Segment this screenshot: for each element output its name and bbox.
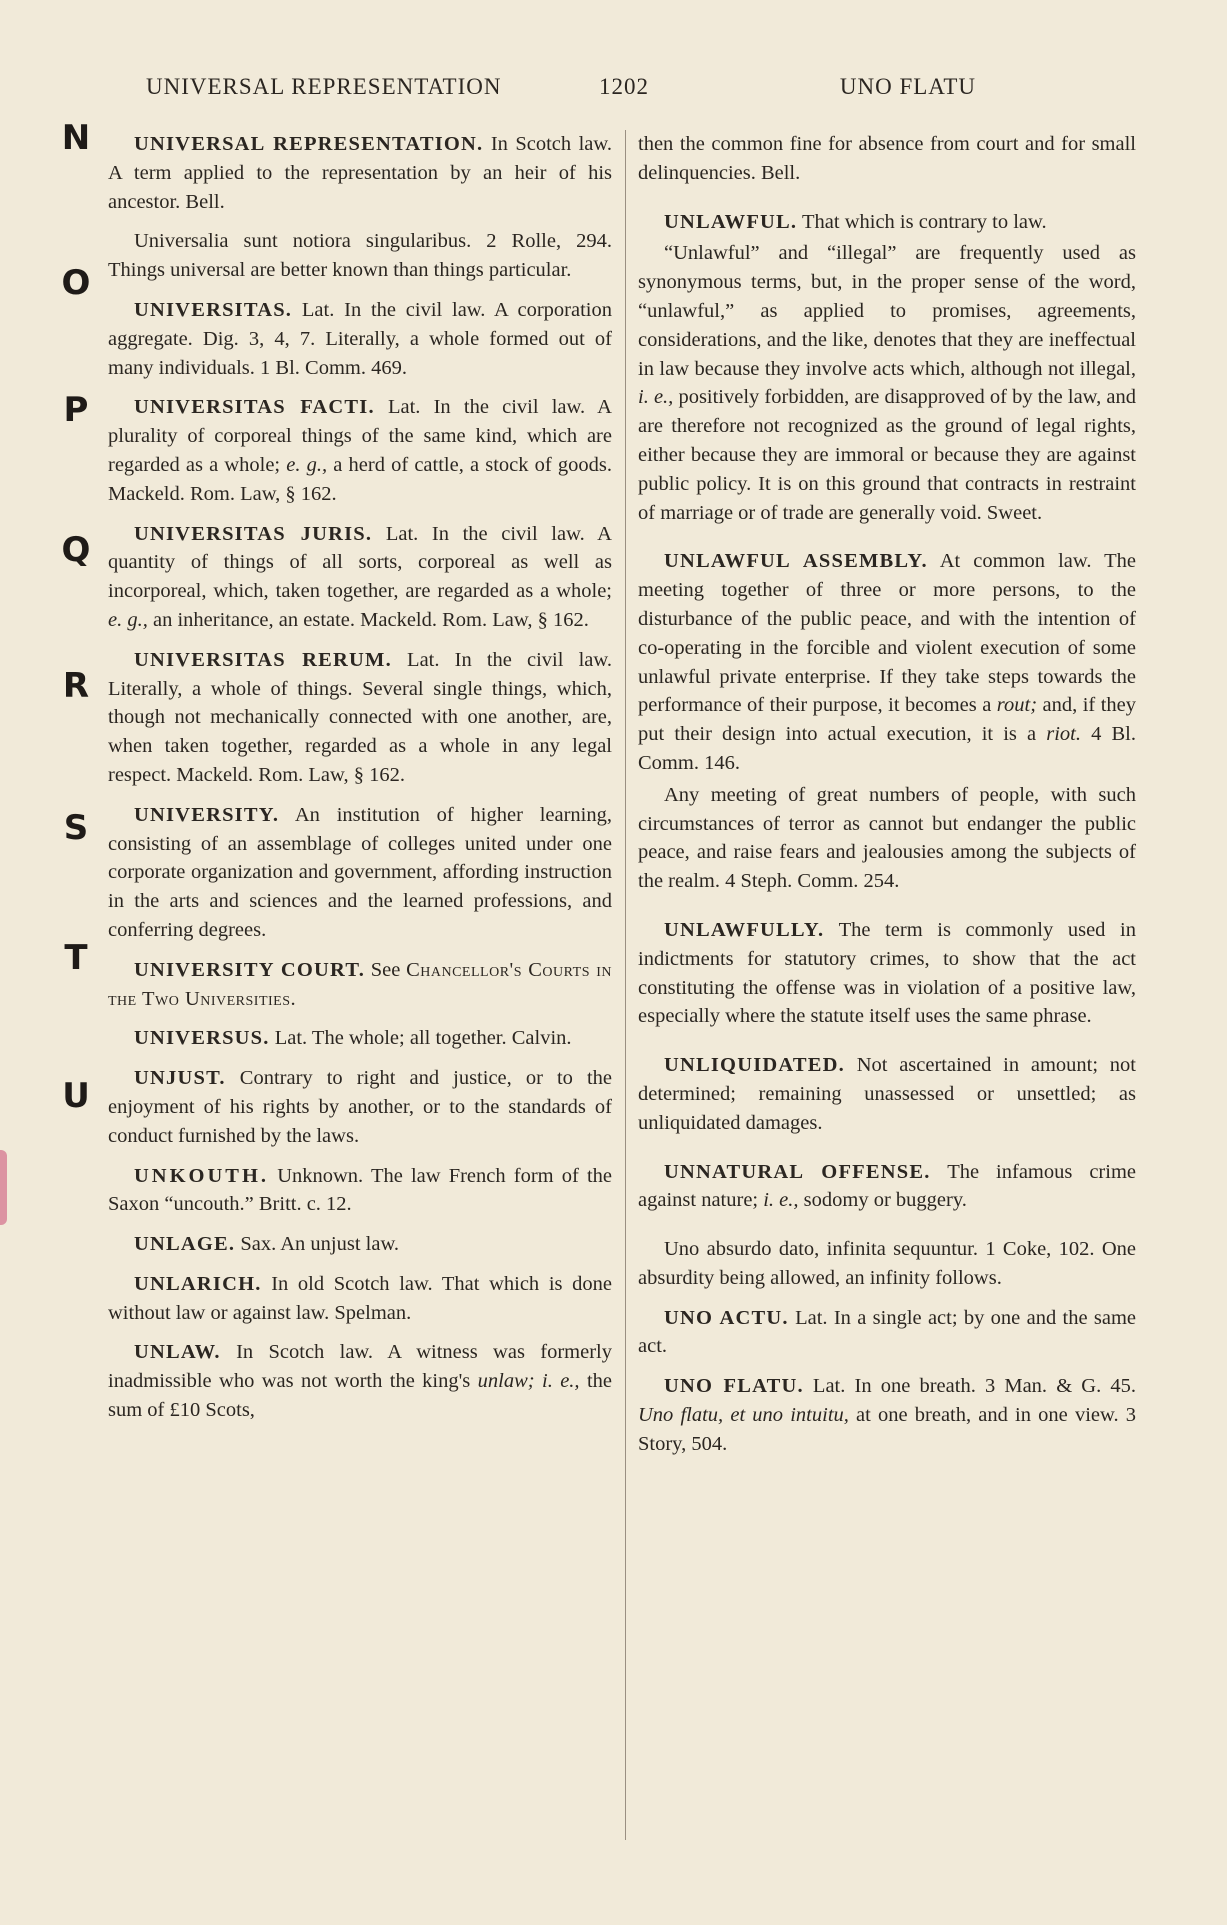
page-number: 1202 bbox=[599, 74, 649, 99]
definition: Lat. In the civil law. Literally, a whole of things. Several single things, which, though not mechanically connected with one another, are, when taken together, regarded as a whole in any legal respect. Mackeld. Rom. Law, § 162. bbox=[108, 648, 612, 786]
thumb-letter-p[interactable]: P bbox=[63, 390, 89, 430]
entry-unliquidated bbox=[638, 1051, 1136, 1137]
entry-unnatural-offense bbox=[638, 1158, 1136, 1216]
entry-unlage bbox=[108, 1230, 612, 1259]
definition: Lat. In a single act; by one and the same act. bbox=[638, 1306, 1136, 1358]
thumb-letter-o[interactable]: O bbox=[61, 263, 91, 303]
thumb-letter-u[interactable]: U bbox=[62, 1076, 90, 1116]
definition: The term is commonly used in indictments for statutory crimes, to show that the act constituting the offense was in violation of a positive law, especially where the statute itself uses the same phrase. bbox=[638, 918, 1136, 1028]
headword: UNLAWFUL. bbox=[664, 210, 798, 233]
entry-unlaw bbox=[108, 1338, 612, 1424]
definition: At common law. The meeting together of three or more persons, to the disturbance of the public peace, and with the intention of co-operating in the forcible and violent execution of some unlawful private enterprise. If they take steps towards the performance of their purpose, it becomes a bbox=[638, 550, 1136, 717]
entry-unlaw-continued bbox=[638, 130, 1136, 188]
entry-universal-representation bbox=[108, 130, 612, 216]
definition-italic: i. e., bbox=[763, 1189, 799, 1212]
entry-unlawful-note bbox=[638, 239, 1136, 527]
definition: Universalia sunt notiora singularibus. 2 Rolle, 294. Things universal are better known than things particular. bbox=[108, 230, 612, 282]
headword: UNIVERSITAS. bbox=[134, 298, 293, 321]
definition: “Unlawful” and “illegal” are frequently used as synonymous terms, but, in the proper sense of the word, “unlawful,” as applied to promises, agreements, considerations, and the like, denotes that they are ineffectual in law because they involve acts which, although not illegal, bbox=[638, 242, 1136, 380]
definition: Unknown. The law French form of the Saxon “uncouth.” Britt. c. 12. bbox=[108, 1164, 612, 1216]
entry-universitas bbox=[108, 296, 612, 382]
entry-uno-actu bbox=[638, 1304, 1136, 1362]
thumb-letter-n[interactable]: N bbox=[61, 118, 91, 158]
headword: UNIVERSAL REPRESENTATION. bbox=[134, 133, 484, 155]
definition: Contrary to right and justice, or to the enjoyment of his rights by another, or to the standards of conduct furnished by the laws. bbox=[108, 1067, 612, 1147]
definition-italic: rout; bbox=[996, 694, 1038, 717]
definition: An institution of higher learning, consisting of an assemblage of colleges united under one corporate organization and government, affording instruction in the arts and sciences and the learned professions, and conferring degrees. bbox=[108, 803, 612, 941]
definition-italic: unlaw; i. e., bbox=[477, 1370, 580, 1393]
entry-universus bbox=[108, 1024, 612, 1053]
definition: then the common fine for absence from court and for small delinquencies. Bell. bbox=[638, 133, 1136, 184]
definition-italic: Uno flatu, et uno intuitu, bbox=[638, 1404, 849, 1427]
definition: Not ascertained in amount; not determined; remaining unassessed or unsettled; as unliquidated damages. bbox=[638, 1054, 1136, 1134]
definition: positively forbidden, are disapproved of by the law, and are therefore not recognized as the ground of legal rights, either because they are immoral or because they are against public policy. It is on this ground that contracts in restraint of marriage or of trade are generally void. Sweet. bbox=[638, 386, 1136, 524]
definition: the sum of £10 Scots, bbox=[108, 1370, 612, 1422]
entry-universitas-rerum bbox=[108, 646, 612, 790]
definition-italic: i. e., bbox=[638, 386, 674, 409]
headword: UNO FLATU. bbox=[664, 1375, 804, 1398]
definition: Any meeting of great numbers of people, with such circumstances of terror as cannot but endanger the public peace, and raise fears and jealousies among the subjects of the realm. 4 Steph. Comm. 254. bbox=[638, 783, 1136, 893]
left-column bbox=[108, 130, 612, 1436]
right-column bbox=[638, 130, 1136, 1470]
entry-uno-flatu bbox=[638, 1372, 1136, 1458]
thumb-letter-q[interactable]: Q bbox=[61, 530, 91, 570]
entry-universitas-juris bbox=[108, 520, 612, 635]
cross-reference[interactable]: Chancellor's Courts in the Two Universities bbox=[108, 958, 612, 1010]
definition: That which is contrary to law. bbox=[797, 210, 1047, 233]
entry-unlarich bbox=[108, 1270, 612, 1328]
entry-unlawful bbox=[638, 208, 1136, 237]
page-edge-mark bbox=[0, 1150, 7, 1225]
definition: Lat. In the civil law. A plurality of corporeal things of the same kind, which are regarded as a whole; bbox=[108, 396, 612, 476]
entry-university bbox=[108, 801, 612, 945]
headword: UNLARICH. bbox=[134, 1272, 262, 1295]
definition: at one breath, and in one view. 3 Story, 504. bbox=[638, 1404, 1136, 1455]
definition: In old Scotch law. That which is done without law or against law. Spelman. bbox=[108, 1272, 612, 1324]
definition: and, if they put their design into actual execution, it is a bbox=[638, 694, 1136, 746]
definition-italic: riot. bbox=[1046, 723, 1081, 746]
definition: The infamous crime against nature; bbox=[638, 1160, 1136, 1212]
definition: Sax. An unjust law. bbox=[235, 1233, 400, 1256]
headword: UNLAWFULLY. bbox=[664, 918, 825, 941]
running-head-right: UNO FLATU bbox=[839, 74, 976, 99]
definition-italic: e. g., bbox=[108, 608, 148, 631]
headword: UNIVERSITY COURT. bbox=[134, 958, 366, 981]
entry-unjust bbox=[108, 1064, 612, 1150]
entry-unkouth bbox=[108, 1162, 612, 1220]
entry-universalia-maxim bbox=[108, 227, 612, 285]
definition: . bbox=[290, 987, 296, 1010]
headword: UNIVERSITY. bbox=[134, 803, 280, 826]
running-head bbox=[146, 74, 976, 108]
thumb-letter-r[interactable]: R bbox=[62, 666, 90, 706]
entry-university-court bbox=[108, 956, 612, 1014]
headword: UNO ACTU. bbox=[664, 1306, 789, 1329]
column-rule bbox=[625, 130, 626, 1840]
definition: a herd of cattle, a stock of goods. Mackeld. Rom. Law, § 162. bbox=[108, 453, 612, 505]
definition: Lat. In the civil law. A corporation aggregate. Dig. 3, 4, 7. Literally, a whole formed out of many individuals. 1 Bl. Comm. 469. bbox=[108, 298, 612, 379]
headword: UNLAW. bbox=[134, 1341, 221, 1364]
headword: UNJUST. bbox=[134, 1067, 226, 1090]
definition-italic: e. g., bbox=[286, 453, 328, 476]
definition: Lat. In one breath. 3 Man. & G. 45. bbox=[803, 1375, 1136, 1398]
entry-unlawfully bbox=[638, 916, 1136, 1031]
headword: UNIVERSITAS JURIS. bbox=[134, 522, 373, 545]
definition: In Scotch law. A term applied to the representation by an heir of his ancestor. Bell. bbox=[108, 133, 613, 213]
definition: In Scotch law. A witness was formerly inadmissible who was not worth the king's bbox=[108, 1341, 612, 1393]
headword: UNIVERSUS. bbox=[134, 1027, 270, 1050]
headword: UNLIQUIDATED. bbox=[664, 1054, 845, 1077]
headword: UNKOUTH. bbox=[134, 1164, 270, 1187]
definition: Lat. The whole; all together. Calvin. bbox=[269, 1027, 572, 1050]
definition: Lat. In the civil law. A quantity of things of all sorts, corporeal as well as incorporeal, which, taken together, are regarded as a whole; bbox=[108, 522, 612, 603]
entry-uno-absurdo-maxim bbox=[638, 1235, 1136, 1293]
thumb-letter-s[interactable]: S bbox=[63, 808, 89, 848]
headword: UNLAGE. bbox=[134, 1233, 236, 1256]
headword: UNIVERSITAS FACTI. bbox=[134, 396, 375, 419]
headword: UNLAWFUL ASSEMBLY. bbox=[664, 550, 928, 573]
headword: UNIVERSITAS RERUM. bbox=[134, 648, 392, 671]
definition: Uno absurdo dato, infinita sequuntur. 1 Coke, 102. One absurdity being allowed, an infinity follows. bbox=[638, 1238, 1136, 1289]
running-head-left: UNIVERSAL REPRESENTATION bbox=[146, 74, 502, 99]
headword: UNNATURAL OFFENSE. bbox=[664, 1160, 931, 1183]
definition: See bbox=[365, 958, 407, 981]
thumb-letter-t[interactable]: T bbox=[64, 938, 88, 978]
entry-unlawful-assembly bbox=[638, 547, 1136, 777]
definition: an inheritance, an estate. Mackeld. Rom. Law, § 162. bbox=[147, 608, 589, 631]
definition: 4 Bl. Comm. 146. bbox=[638, 723, 1136, 774]
definition: sodomy or buggery. bbox=[798, 1189, 967, 1212]
entry-universitas-facti bbox=[108, 393, 612, 508]
entry-unlawful-assembly-note bbox=[638, 781, 1136, 896]
